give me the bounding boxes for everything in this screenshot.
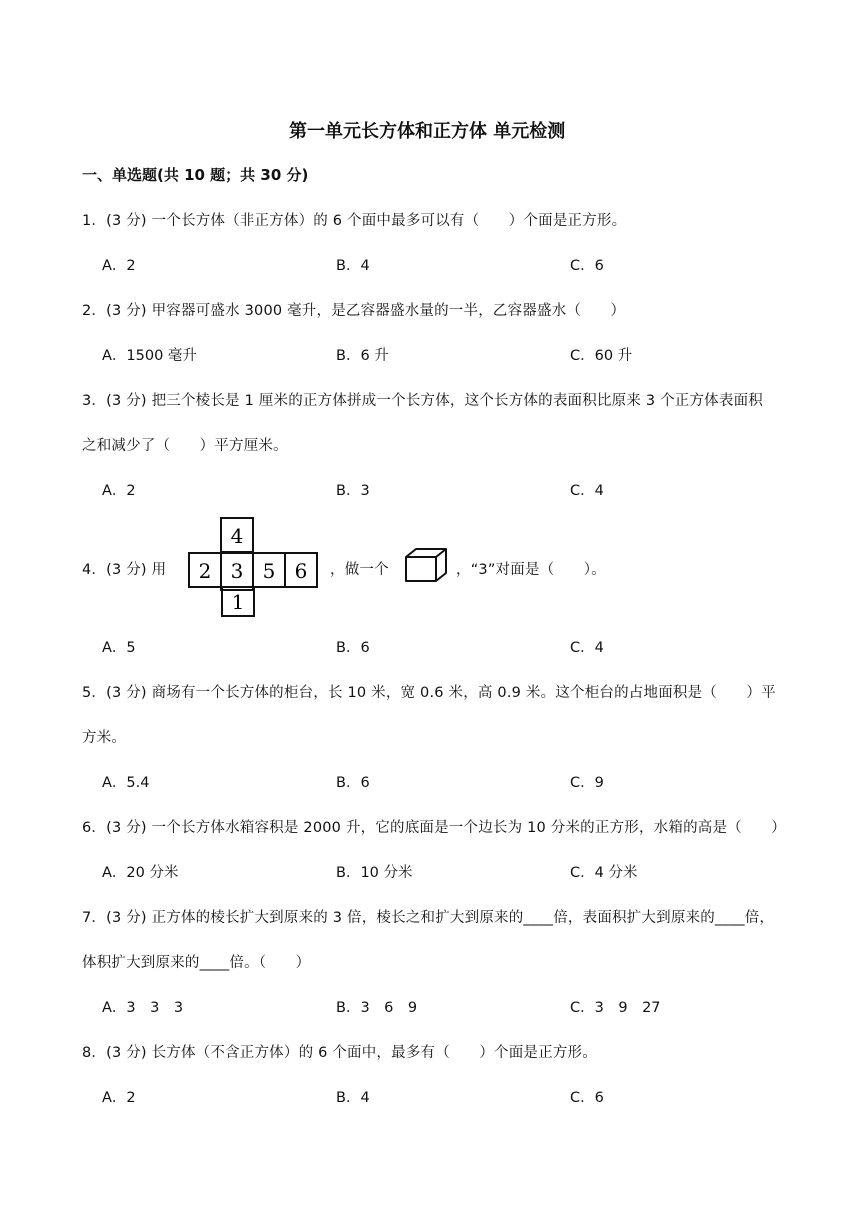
- question-7-option-a: A．3 3 3: [102, 1000, 184, 1016]
- question-6-text: 6．(3 分) 一个长方体水箱容积是 2000 升，它的底面是一个边长为 10 分米的正方形，水箱的高是（ ）: [82, 820, 786, 836]
- question-4-text-suffix: ，“3”对面是（ ）。: [456, 562, 606, 578]
- question-3-text-line-1: 3．(3 分) 把三个棱长是 1 厘米的正方体拼成一个长方体，这个长方体的表面积比原来 3 个正方体表面积: [82, 393, 763, 409]
- net-face-bottom: 1: [231, 590, 245, 614]
- question-4-text-prefix: 4．(3 分) 用: [82, 562, 167, 578]
- question-2-option-b: B．6 升: [336, 348, 389, 364]
- net-face-center: 3: [230, 559, 244, 583]
- question-5-option-c: C．9: [570, 775, 604, 791]
- question-6-option-b: B．10 分米: [336, 865, 413, 881]
- question-7-option-c: C．3 9 27: [570, 1000, 661, 1016]
- question-8-option-a: A．2: [102, 1090, 136, 1106]
- page-title: 第一单元长方体和正方体 单元检测: [289, 121, 566, 142]
- question-3-text-line-2: 之和减少了（ ）平方厘米。: [82, 438, 288, 454]
- question-4-option-b: B．6: [336, 640, 370, 656]
- cube-net-bottom-face: [221, 587, 255, 617]
- question-8-text: 8．(3 分) 长方体（不含正方体）的 6 个面中，最多有（ ）个面是正方形。: [82, 1045, 597, 1061]
- question-5-text-line-2: 方米。: [82, 730, 127, 746]
- question-5-option-b: B．6: [336, 775, 370, 791]
- question-2-option-a: A．1500 毫升: [102, 348, 197, 364]
- question-8-option-c: C．6: [570, 1090, 604, 1106]
- question-6-option-a: A．20 分米: [102, 865, 179, 881]
- question-1-text: 1．(3 分) 一个长方体（非正方体）的 6 个面中最多可以有（ ）个面是正方形。: [82, 213, 627, 229]
- question-5-text-line-1: 5．(3 分) 商场有一个长方体的柜台，长 10 米，宽 0.6 米，高 0.9 米。这个柜台的占地面积是（ ）平: [82, 685, 776, 701]
- net-face-right-1: 5: [262, 559, 276, 583]
- question-1-option-a: A．2: [102, 258, 136, 274]
- question-4-option-a: A．5: [102, 640, 136, 656]
- question-3-option-a: A．2: [102, 483, 136, 499]
- net-face-right-2: 6: [294, 559, 308, 583]
- question-5-option-a: A．5.4: [102, 775, 150, 791]
- net-face-top: 4: [230, 524, 244, 548]
- question-7-text-line-2: 体积扩大到原来的____倍。（ ）: [82, 955, 311, 971]
- net-face-left: 2: [198, 559, 212, 583]
- question-3-option-c: C．4: [570, 483, 604, 499]
- question-7-text-line-1: 7．(3 分) 正方体的棱长扩大到原来的 3 倍，棱长之和扩大到原来的____倍，表面积扩大到原来的____倍，: [82, 910, 775, 926]
- question-2-option-c: C．60 升: [570, 348, 633, 364]
- question-1-option-c: C．6: [570, 258, 604, 274]
- question-2-text: 2．(3 分) 甲容器可盛水 3000 毫升，是乙容器盛水量的一半，乙容器盛水（ ）: [82, 303, 626, 319]
- section-heading: 一、单选题(共 10 题；共 30 分): [82, 166, 309, 184]
- question-3-option-b: B．3: [336, 483, 370, 499]
- question-8-option-b: B．4: [336, 1090, 370, 1106]
- question-1-option-b: B．4: [336, 258, 370, 274]
- question-4-option-c: C．4: [570, 640, 604, 656]
- question-7-option-b: B．3 6 9: [336, 1000, 418, 1016]
- cube-figure: [404, 547, 448, 583]
- question-6-option-c: C．4 分米: [570, 865, 638, 881]
- question-4-text-middle: ，做一个: [330, 562, 389, 578]
- cube-net-figure: [188, 517, 320, 591]
